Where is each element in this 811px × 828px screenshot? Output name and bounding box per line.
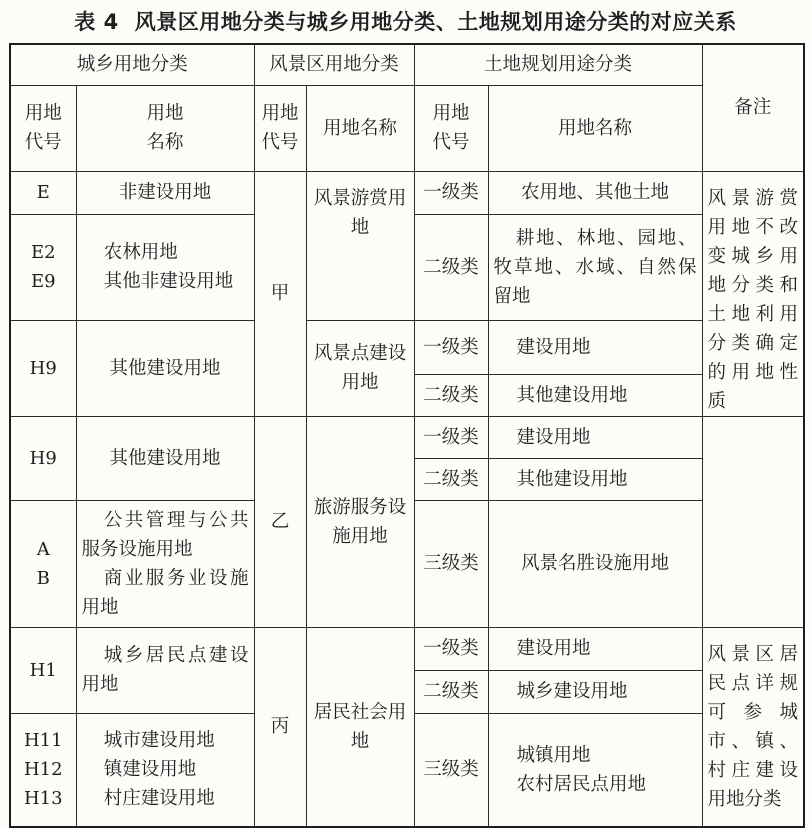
header-scenic: 风景区用地分类 [254,44,414,85]
name-line: 村庄建设用地 [103,788,215,810]
remark-cell: 风景游赏用地不改变城乡用地分类和土地利用分类确定的用地性质 [702,171,804,416]
land-cell: 建设用地 [488,416,702,458]
code-cell: E2 E9 [10,214,76,320]
name-line: 商业服务业设施用地 [81,567,249,618]
table-caption: 风景区用地分类与城乡用地分类、土地规划用途分类的对应关系 [134,10,737,34]
name-cell [76,713,254,827]
code-cell: H11 H12 H13 [10,713,76,827]
code-cell: A B [10,500,76,627]
scenic-code-cell: 乙 [254,416,306,627]
land-cell: 城乡建设用地 [488,670,702,713]
land-cell: 风景名胜设施用地 [488,500,702,627]
land-cell: 其他建设用地 [488,458,702,500]
table-number: 表 4 [74,10,119,34]
scenic-name-cell: 居民社会用地 [306,627,414,827]
name-cell: 其他建设用地 [76,416,254,500]
name-line: 城市建设用地 [103,730,215,752]
name-cell: 城乡居民点建设用地 [76,627,254,713]
header-remark: 备注 [702,44,804,171]
name-line: 其他非建设用地 [103,271,234,292]
header-code-3: 用地 代号 [414,85,488,171]
level-cell: 一级类 [414,320,488,374]
level-cell: 一级类 [414,627,488,670]
code-cell: H9 [10,416,76,500]
header-code-1: 用地 代号 [10,85,76,171]
land-line: 城镇用地 [516,744,591,766]
header-code-2: 用地 代号 [254,85,306,171]
code-cell: E [10,171,76,214]
land-cell: 建设用地 [488,627,702,670]
code-cell: H1 [10,627,76,713]
name-cell: 非建设用地 [76,171,254,214]
name-line: 镇建设用地 [103,759,197,781]
scenic-name-cell [306,171,414,320]
land-cell [488,713,702,827]
land-line: 农村居民点用地 [516,773,647,795]
name-cell: 其他建设用地 [76,320,254,416]
level-cell: 二级类 [414,458,488,500]
land-cell: 建设用地 [488,320,702,374]
table-title [0,6,811,36]
land-cell: 农用地、其他土地 [488,171,702,214]
level-cell: 二级类 [414,214,488,320]
scenic-name-cell: 风景点建设用地 [306,320,414,416]
land-cell: 耕地、林地、园地、牧草地、水域、自然保留地 [488,214,702,320]
level-cell: 三级类 [414,500,488,627]
scenic-name-cell: 旅游服务设施用地 [306,416,414,627]
header-name-1: 用地 名称 [76,85,254,171]
classification-table [9,43,805,828]
code-cell: H9 [10,320,76,416]
level-cell: 二级类 [414,374,488,416]
scenic-name-text: 风景游赏用地 [313,187,407,238]
remark-cell: 风景区居民点详规可参城市、镇、村庄建设用地分类 [702,627,804,827]
scenic-code-cell: 丙 [254,627,306,827]
header-name-3: 用地名称 [488,85,702,171]
remark-cell-empty [702,416,804,627]
name-cell [76,500,254,627]
level-cell: 二级类 [414,670,488,713]
scenic-code-cell: 甲 [254,171,306,416]
name-cell [76,214,254,320]
level-cell: 三级类 [414,713,488,827]
land-cell: 其他建设用地 [488,374,702,416]
header-urban-rural: 城乡用地分类 [10,44,254,85]
header-land-use: 土地规划用途分类 [414,44,702,85]
level-cell: 一级类 [414,171,488,214]
name-line: 公共管理与公共服务设施用地 [81,509,249,560]
name-line: 农林用地 [103,242,178,263]
header-name-2: 用地名称 [306,85,414,171]
level-cell: 一级类 [414,416,488,458]
